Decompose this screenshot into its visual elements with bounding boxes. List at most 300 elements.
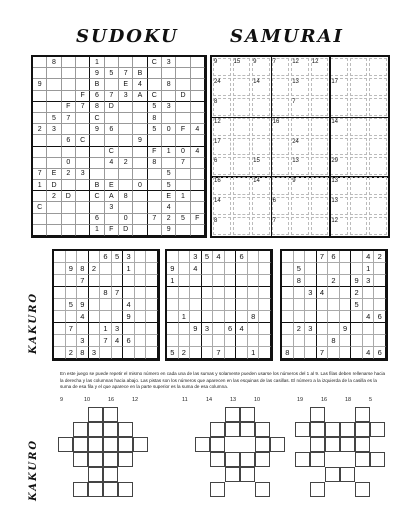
killer-cell[interactable] xyxy=(233,157,251,175)
samurai-cell[interactable] xyxy=(176,113,190,124)
samurai-cell[interactable]: F xyxy=(62,102,76,113)
sudoku-cell[interactable]: 3 xyxy=(77,335,89,347)
killer-cell[interactable] xyxy=(369,98,387,116)
sudoku-cell[interactable] xyxy=(202,335,214,347)
sudoku-cell[interactable] xyxy=(259,287,271,299)
sudoku-cell[interactable] xyxy=(213,263,225,275)
sudoku-cell[interactable] xyxy=(146,323,158,335)
sudoku-cell[interactable] xyxy=(146,251,158,263)
killer-cell[interactable] xyxy=(369,177,387,195)
kakuro-cell[interactable] xyxy=(255,482,270,497)
killer-cell[interactable] xyxy=(233,118,251,136)
sudoku-cell[interactable] xyxy=(317,299,329,311)
samurai-cell[interactable] xyxy=(47,225,61,236)
kakuro-cell[interactable] xyxy=(103,467,118,482)
sudoku-cell[interactable] xyxy=(282,299,294,311)
sudoku-cell[interactable]: 4 xyxy=(363,251,375,263)
sudoku-cell[interactable] xyxy=(259,275,271,287)
sudoku-cell[interactable] xyxy=(66,335,78,347)
killer-cell[interactable] xyxy=(311,78,329,96)
samurai-cell[interactable]: 7 xyxy=(62,113,76,124)
samurai-cell[interactable]: 6 xyxy=(90,91,104,102)
kakuro-cell[interactable] xyxy=(195,437,210,452)
samurai-cell[interactable] xyxy=(76,225,90,236)
samurai-cell[interactable]: 7 xyxy=(105,91,119,102)
sudoku-cell[interactable]: 1 xyxy=(167,275,179,287)
sudoku-cell[interactable]: 4 xyxy=(77,311,89,323)
kakuro-cell[interactable] xyxy=(88,482,103,497)
sudoku-cell[interactable]: 3 xyxy=(190,251,202,263)
samurai-cell[interactable]: E xyxy=(47,169,61,180)
samurai-cell[interactable]: D xyxy=(105,102,119,113)
kakuro-cell[interactable] xyxy=(88,407,103,422)
sudoku-cell[interactable] xyxy=(123,275,135,287)
samurai-cell[interactable]: 8 xyxy=(47,57,61,68)
sudoku-cell[interactable] xyxy=(225,299,237,311)
sudoku-cell[interactable] xyxy=(259,263,271,275)
killer-cell[interactable] xyxy=(233,98,251,116)
sudoku-cell[interactable] xyxy=(351,347,363,359)
samurai-cell[interactable] xyxy=(47,158,61,169)
sudoku-cell[interactable] xyxy=(294,287,306,299)
sudoku-cell[interactable] xyxy=(167,299,179,311)
samurai-cell[interactable]: 4 xyxy=(133,79,147,90)
killer-cell[interactable] xyxy=(252,98,270,116)
samurai-cell[interactable] xyxy=(191,169,205,180)
samurai-cell[interactable] xyxy=(133,113,147,124)
killer-cell[interactable] xyxy=(311,138,329,156)
sudoku-cell[interactable]: 4 xyxy=(363,311,375,323)
killer-cell[interactable] xyxy=(252,197,270,215)
sudoku-cell[interactable] xyxy=(340,287,352,299)
samurai-cell[interactable] xyxy=(105,79,119,90)
sudoku-cell[interactable]: 7 xyxy=(112,287,124,299)
sudoku-cell[interactable] xyxy=(236,275,248,287)
sudoku-cell[interactable]: 1 xyxy=(123,263,135,275)
samurai-cell[interactable]: 4 xyxy=(105,158,119,169)
sudoku-cell[interactable]: 7 xyxy=(77,275,89,287)
samurai-cell[interactable] xyxy=(119,124,133,135)
sudoku-cell[interactable] xyxy=(135,275,147,287)
sudoku-cell[interactable] xyxy=(202,263,214,275)
kakuro-cell[interactable] xyxy=(255,422,270,437)
samurai-cell[interactable]: 0 xyxy=(62,158,76,169)
killer-cell[interactable] xyxy=(350,118,368,136)
samurai-cell[interactable]: 6 xyxy=(90,214,104,225)
samurai-cell[interactable] xyxy=(33,214,47,225)
sudoku-cell[interactable] xyxy=(248,299,260,311)
samurai-cell[interactable]: 0 xyxy=(119,214,133,225)
samurai-cell[interactable]: 3 xyxy=(76,169,90,180)
sudoku-cell[interactable] xyxy=(259,299,271,311)
sudoku-cell[interactable] xyxy=(351,311,363,323)
killer-cell[interactable] xyxy=(350,217,368,235)
sudoku-cell[interactable] xyxy=(317,323,329,335)
sudoku-cell[interactable] xyxy=(135,323,147,335)
sudoku-cell[interactable] xyxy=(112,275,124,287)
kakuro-cell[interactable] xyxy=(355,482,370,497)
samurai-cell[interactable] xyxy=(47,102,61,113)
killer-cell[interactable] xyxy=(311,118,329,136)
sudoku-cell[interactable] xyxy=(179,323,191,335)
sudoku-cell[interactable]: 4 xyxy=(112,335,124,347)
sudoku-cell[interactable] xyxy=(305,299,317,311)
sudoku-cell[interactable] xyxy=(294,347,306,359)
sudoku-cell[interactable] xyxy=(259,347,271,359)
samurai-cell[interactable]: F xyxy=(148,147,162,158)
sudoku-cell[interactable]: 9 xyxy=(77,299,89,311)
sudoku-cell[interactable]: 6 xyxy=(328,251,340,263)
samurai-cell[interactable]: C xyxy=(148,91,162,102)
samurai-cell[interactable]: C xyxy=(90,191,104,202)
sudoku-cell[interactable] xyxy=(374,263,386,275)
samurai-cell[interactable] xyxy=(76,202,90,213)
sudoku-cell[interactable] xyxy=(351,263,363,275)
sudoku-cell[interactable]: 3 xyxy=(202,323,214,335)
sudoku-cell[interactable]: 4 xyxy=(123,299,135,311)
sudoku-cell[interactable] xyxy=(202,287,214,299)
killer-cell[interactable] xyxy=(311,217,329,235)
sudoku-cell[interactable] xyxy=(294,335,306,347)
samurai-cell[interactable] xyxy=(176,102,190,113)
samurai-cell[interactable]: 1 xyxy=(176,191,190,202)
sudoku-cell[interactable] xyxy=(259,311,271,323)
sudoku-cell[interactable]: 3 xyxy=(123,251,135,263)
sudoku-cell[interactable] xyxy=(305,263,317,275)
sudoku-cell[interactable] xyxy=(146,275,158,287)
samurai-cell[interactable] xyxy=(191,113,205,124)
killer-cell[interactable] xyxy=(369,118,387,136)
kakuro-cell[interactable] xyxy=(295,452,310,467)
sudoku-cell[interactable] xyxy=(89,299,101,311)
killer-cell[interactable] xyxy=(369,157,387,175)
kakuro-cell[interactable] xyxy=(210,437,225,452)
samurai-cell[interactable]: C xyxy=(148,57,162,68)
sudoku-cell[interactable] xyxy=(328,299,340,311)
samurai-cell[interactable]: 7 xyxy=(176,158,190,169)
samurai-cell[interactable] xyxy=(148,169,162,180)
sudoku-cell[interactable]: 2 xyxy=(179,347,191,359)
samurai-cell[interactable]: B xyxy=(90,180,104,191)
kakuro-cell[interactable] xyxy=(370,422,385,437)
sudoku-cell[interactable] xyxy=(89,287,101,299)
killer-cell[interactable] xyxy=(233,138,251,156)
sudoku-cell[interactable] xyxy=(305,335,317,347)
samurai-cell[interactable] xyxy=(133,147,147,158)
samurai-cell[interactable]: 9 xyxy=(133,135,147,146)
sudoku-cell[interactable] xyxy=(54,335,66,347)
killer-cell[interactable] xyxy=(252,118,270,136)
killer-cell[interactable] xyxy=(350,157,368,175)
samurai-cell[interactable] xyxy=(33,91,47,102)
kakuro-cell[interactable] xyxy=(325,437,340,452)
kakuro-cell[interactable] xyxy=(73,482,88,497)
kakuro-cell[interactable] xyxy=(310,422,325,437)
samurai-cell[interactable] xyxy=(62,57,76,68)
samurai-cell[interactable]: 2 xyxy=(119,158,133,169)
samurai-cell[interactable]: 8 xyxy=(148,158,162,169)
samurai-cell[interactable] xyxy=(191,158,205,169)
sudoku-cell[interactable] xyxy=(248,275,260,287)
samurai-cell[interactable] xyxy=(191,102,205,113)
samurai-cell[interactable] xyxy=(33,102,47,113)
samurai-cell[interactable]: 4 xyxy=(191,124,205,135)
sudoku-cell[interactable] xyxy=(202,347,214,359)
sudoku-cell[interactable] xyxy=(294,299,306,311)
samurai-cell[interactable] xyxy=(33,113,47,124)
sudoku-cell[interactable] xyxy=(100,275,112,287)
sudoku-cell[interactable] xyxy=(123,347,135,359)
kakuro-cell[interactable] xyxy=(240,407,255,422)
kakuro-cell[interactable] xyxy=(355,437,370,452)
samurai-cell[interactable] xyxy=(62,91,76,102)
sudoku-cell[interactable]: 4 xyxy=(236,323,248,335)
samurai-cell[interactable] xyxy=(62,79,76,90)
kakuro-cell[interactable] xyxy=(225,422,240,437)
sudoku-cell[interactable] xyxy=(282,251,294,263)
samurai-cell[interactable] xyxy=(133,169,147,180)
sudoku-cell[interactable] xyxy=(135,287,147,299)
samurai-cell[interactable]: 8 xyxy=(119,191,133,202)
samurai-cell[interactable]: 3 xyxy=(162,102,176,113)
kakuro-cell[interactable] xyxy=(325,467,340,482)
samurai-cell[interactable]: 3 xyxy=(47,124,61,135)
sudoku-cell[interactable] xyxy=(167,323,179,335)
samurai-cell[interactable] xyxy=(133,124,147,135)
samurai-cell[interactable] xyxy=(62,68,76,79)
kakuro-cell[interactable] xyxy=(270,437,285,452)
sudoku-cell[interactable] xyxy=(146,311,158,323)
sudoku-cell[interactable]: 1 xyxy=(100,323,112,335)
kakuro-cell[interactable] xyxy=(58,437,73,452)
sudoku-cell[interactable] xyxy=(374,323,386,335)
sudoku-cell[interactable] xyxy=(213,335,225,347)
samurai-cell[interactable] xyxy=(133,191,147,202)
sudoku-cell[interactable]: 6 xyxy=(236,251,248,263)
sudoku-cell[interactable] xyxy=(146,347,158,359)
sudoku-cell[interactable]: 4 xyxy=(317,287,329,299)
samurai-cell[interactable] xyxy=(148,225,162,236)
sudoku-cell[interactable] xyxy=(282,275,294,287)
sudoku-cell[interactable] xyxy=(66,287,78,299)
sudoku-cell[interactable] xyxy=(89,335,101,347)
samurai-cell[interactable]: 2 xyxy=(47,191,61,202)
killer-cell[interactable] xyxy=(272,157,290,175)
samurai-cell[interactable] xyxy=(176,79,190,90)
samurai-cell[interactable] xyxy=(76,214,90,225)
sudoku-cell[interactable]: 8 xyxy=(282,347,294,359)
samurai-cell[interactable]: E xyxy=(105,180,119,191)
samurai-cell[interactable]: 3 xyxy=(105,202,119,213)
sudoku-cell[interactable]: 5 xyxy=(66,299,78,311)
sudoku-cell[interactable]: 7 xyxy=(317,347,329,359)
sudoku-cell[interactable] xyxy=(236,263,248,275)
samurai-cell[interactable] xyxy=(90,147,104,158)
samurai-cell[interactable] xyxy=(176,225,190,236)
sudoku-cell[interactable] xyxy=(66,275,78,287)
samurai-cell[interactable] xyxy=(133,102,147,113)
sudoku-cell[interactable] xyxy=(179,335,191,347)
samurai-cell[interactable]: 8 xyxy=(148,113,162,124)
killer-cell[interactable] xyxy=(350,78,368,96)
kakuro-cell[interactable] xyxy=(310,452,325,467)
sudoku-cell[interactable]: 8 xyxy=(77,347,89,359)
kakuro-cell[interactable] xyxy=(118,437,133,452)
sudoku-cell[interactable] xyxy=(146,263,158,275)
samurai-cell[interactable] xyxy=(119,102,133,113)
sudoku-cell[interactable]: 2 xyxy=(328,275,340,287)
samurai-cell[interactable]: 6 xyxy=(105,124,119,135)
sudoku-cell[interactable] xyxy=(374,275,386,287)
samurai-cell[interactable]: 5 xyxy=(148,102,162,113)
sudoku-cell[interactable] xyxy=(282,263,294,275)
sudoku-cell[interactable]: 9 xyxy=(340,323,352,335)
sudoku-cell[interactable] xyxy=(54,251,66,263)
killer-cell[interactable] xyxy=(330,58,348,76)
sudoku-cell[interactable] xyxy=(213,323,225,335)
kakuro-cell[interactable] xyxy=(340,437,355,452)
samurai-cell[interactable] xyxy=(133,202,147,213)
samurai-cell[interactable] xyxy=(191,202,205,213)
sudoku-cell[interactable] xyxy=(213,275,225,287)
samurai-cell[interactable] xyxy=(47,68,61,79)
kakuro-cell[interactable] xyxy=(88,467,103,482)
samurai-cell[interactable] xyxy=(62,147,76,158)
kakuro-cell[interactable] xyxy=(255,452,270,467)
sudoku-cell[interactable] xyxy=(248,263,260,275)
sudoku-cell[interactable]: 7 xyxy=(100,335,112,347)
sudoku-cell[interactable]: 8 xyxy=(77,263,89,275)
sudoku-cell[interactable] xyxy=(294,251,306,263)
samurai-cell[interactable] xyxy=(47,202,61,213)
samurai-cell[interactable]: D xyxy=(176,91,190,102)
sudoku-cell[interactable] xyxy=(340,275,352,287)
sudoku-cell[interactable] xyxy=(112,311,124,323)
killer-cell[interactable] xyxy=(233,78,251,96)
sudoku-cell[interactable]: 7 xyxy=(213,347,225,359)
samurai-cell[interactable] xyxy=(76,158,90,169)
sudoku-cell[interactable]: 1 xyxy=(363,263,375,275)
kakuro-cell[interactable] xyxy=(118,422,133,437)
samurai-cell[interactable]: C xyxy=(76,135,90,146)
samurai-cell[interactable]: 2 xyxy=(162,214,176,225)
sudoku-cell[interactable] xyxy=(190,275,202,287)
killer-cell[interactable] xyxy=(291,118,309,136)
samurai-cell[interactable] xyxy=(33,147,47,158)
sudoku-cell[interactable]: 5 xyxy=(112,251,124,263)
samurai-cell[interactable] xyxy=(76,68,90,79)
sudoku-cell[interactable] xyxy=(190,299,202,311)
sudoku-cell[interactable] xyxy=(248,323,260,335)
sudoku-cell[interactable] xyxy=(340,299,352,311)
samurai-cell[interactable] xyxy=(191,91,205,102)
sudoku-cell[interactable] xyxy=(340,263,352,275)
samurai-cell[interactable] xyxy=(47,91,61,102)
samurai-cell[interactable]: D xyxy=(119,225,133,236)
samurai-cell[interactable] xyxy=(148,135,162,146)
samurai-cell[interactable]: 9 xyxy=(33,79,47,90)
sudoku-cell[interactable] xyxy=(89,323,101,335)
sudoku-cell[interactable] xyxy=(351,251,363,263)
killer-cell[interactable] xyxy=(272,78,290,96)
sudoku-cell[interactable]: 8 xyxy=(248,311,260,323)
killer-cell[interactable] xyxy=(272,138,290,156)
killer-cell[interactable] xyxy=(233,197,251,215)
samurai-cell[interactable] xyxy=(105,113,119,124)
kakuro-cell[interactable] xyxy=(88,437,103,452)
sudoku-cell[interactable] xyxy=(202,275,214,287)
sudoku-cell[interactable] xyxy=(363,335,375,347)
kakuro-cell[interactable] xyxy=(310,482,325,497)
samurai-cell[interactable]: 0 xyxy=(133,180,147,191)
sudoku-cell[interactable] xyxy=(213,299,225,311)
samurai-cell[interactable] xyxy=(105,57,119,68)
sudoku-cell[interactable] xyxy=(54,323,66,335)
sudoku-cell[interactable] xyxy=(363,287,375,299)
sudoku-cell[interactable]: 6 xyxy=(225,323,237,335)
sudoku-cell[interactable] xyxy=(248,251,260,263)
samurai-cell[interactable] xyxy=(90,202,104,213)
samurai-cell[interactable] xyxy=(76,79,90,90)
samurai-cell[interactable]: 1 xyxy=(162,147,176,158)
sudoku-cell[interactable]: 2 xyxy=(374,251,386,263)
sudoku-cell[interactable] xyxy=(213,311,225,323)
sudoku-cell[interactable]: 4 xyxy=(363,347,375,359)
sudoku-cell[interactable] xyxy=(179,263,191,275)
samurai-cell[interactable] xyxy=(76,113,90,124)
samurai-cell[interactable] xyxy=(133,214,147,225)
samurai-cell[interactable] xyxy=(33,57,47,68)
sudoku-cell[interactable] xyxy=(167,335,179,347)
killer-cell[interactable] xyxy=(311,177,329,195)
kakuro-cell[interactable] xyxy=(240,422,255,437)
samurai-cell[interactable]: D xyxy=(47,180,61,191)
kakuro-cell[interactable] xyxy=(88,422,103,437)
samurai-cell[interactable] xyxy=(90,158,104,169)
sudoku-cell[interactable] xyxy=(66,311,78,323)
sudoku-cell[interactable]: 1 xyxy=(179,311,191,323)
sudoku-cell[interactable] xyxy=(167,311,179,323)
sudoku-cell[interactable] xyxy=(294,311,306,323)
kakuro-cell[interactable] xyxy=(73,452,88,467)
samurai-cell[interactable] xyxy=(62,124,76,135)
sudoku-cell[interactable]: 9 xyxy=(167,263,179,275)
sudoku-cell[interactable] xyxy=(236,287,248,299)
sudoku-cell[interactable] xyxy=(100,299,112,311)
samurai-cell[interactable]: C xyxy=(105,147,119,158)
killer-cell[interactable] xyxy=(369,58,387,76)
sudoku-cell[interactable] xyxy=(135,335,147,347)
samurai-cell[interactable] xyxy=(119,135,133,146)
sudoku-cell[interactable]: 2 xyxy=(66,347,78,359)
samurai-cell[interactable]: 3 xyxy=(119,91,133,102)
samurai-cell[interactable]: 2 xyxy=(33,124,47,135)
sudoku-cell[interactable] xyxy=(225,347,237,359)
killer-cell[interactable] xyxy=(369,138,387,156)
sudoku-cell[interactable] xyxy=(112,299,124,311)
sudoku-cell[interactable]: 9 xyxy=(123,311,135,323)
samurai-cell[interactable]: B xyxy=(133,68,147,79)
samurai-cell[interactable]: F xyxy=(105,225,119,236)
sudoku-cell[interactable]: 6 xyxy=(374,347,386,359)
samurai-cell[interactable] xyxy=(191,191,205,202)
samurai-cell[interactable] xyxy=(47,135,61,146)
kakuro-cell[interactable] xyxy=(355,452,370,467)
sudoku-cell[interactable] xyxy=(77,287,89,299)
samurai-cell[interactable] xyxy=(76,191,90,202)
sudoku-cell[interactable] xyxy=(179,275,191,287)
sudoku-cell[interactable] xyxy=(100,263,112,275)
